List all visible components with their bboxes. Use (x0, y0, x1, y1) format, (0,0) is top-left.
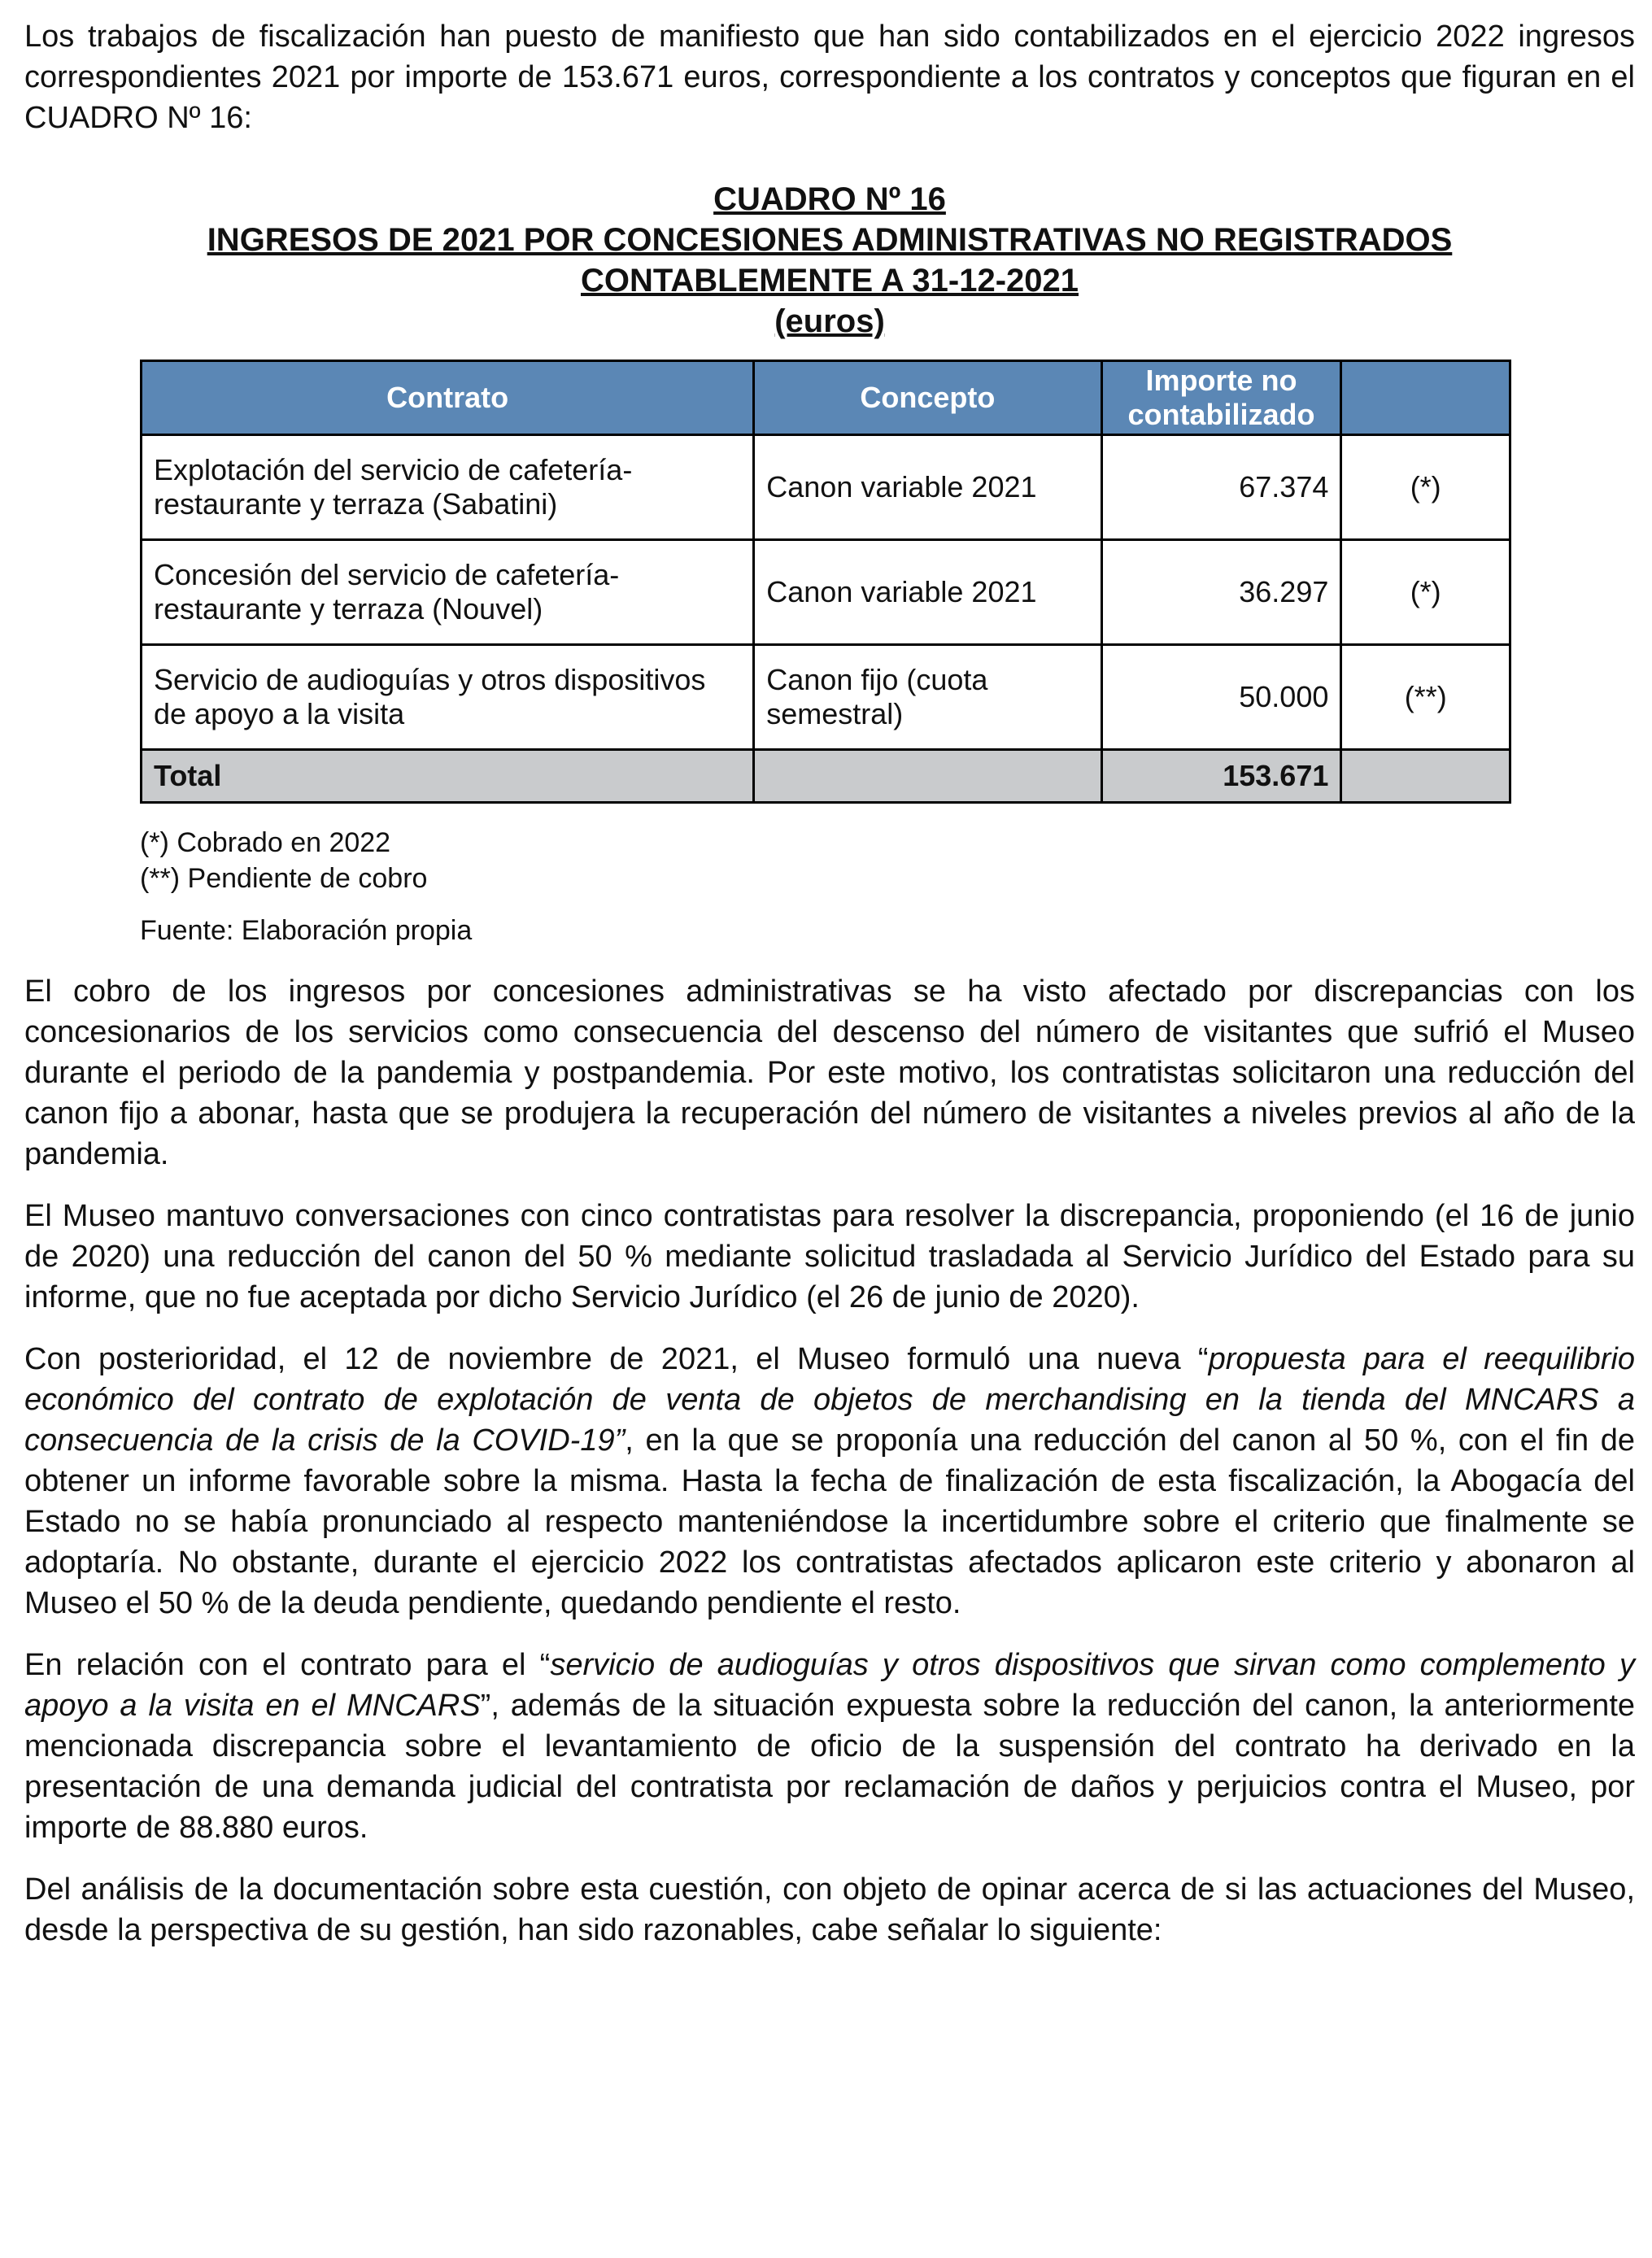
intro-paragraph: Los trabajos de fiscalización han puesto de manifiesto que han sido contabilizados en el ejercicio 2022 ingresos correspondientes 2021 por importe de 153.671 euros, correspondiente a los contratos y conceptos que figuran en el CUADRO Nº 16: (24, 20, 1635, 135)
paragraph-4-quote: servicio de audioguías y otros dispositivos que sirvan como complemento y apoyo a la visita en el MNCARS (24, 1648, 1635, 1723)
paragraph-3-part-a: Con posterioridad, el 12 de noviembre de 2021, el Museo formuló una nueva “ (24, 1342, 1209, 1376)
table-notes (140, 825, 1635, 896)
paragraph-5: Del análisis de la documentación sobre esta cuestión, con objeto de opinar acerca de si las actuaciones del Museo, desde la perspectiva de su gestión, han sido razonables, cabe señalar lo siguiente: (24, 1872, 1635, 1947)
paragraph-4 (24, 1645, 1635, 1848)
cell-contrato: Explotación del servicio de cafetería-restaurante y terraza (Sabatini) (142, 435, 754, 540)
cell-concepto: Canon fijo (cuota semestral) (754, 645, 1101, 750)
table-title (24, 179, 1635, 342)
cell-nota: (**) (1341, 645, 1510, 750)
note-pendiente: (**) Pendiente de cobro (140, 863, 428, 894)
total-concepto-empty (754, 750, 1101, 803)
cell-importe: 50.000 (1101, 645, 1341, 750)
cell-nota: (*) (1341, 540, 1510, 645)
table-row (142, 645, 1510, 750)
header-contrato: Contrato (142, 361, 754, 435)
cell-importe: 67.374 (1101, 435, 1341, 540)
cell-contrato: Servicio de audioguías y otros dispositivos de apoyo a la visita (142, 645, 754, 750)
table-title-line-2: INGRESOS DE 2021 POR CONCESIONES ADMINISTRATIVAS NO REGISTRADOS (207, 222, 1453, 258)
table-title-line-4: (euros) (774, 303, 885, 339)
document-page (24, 16, 1635, 1951)
paragraph-4-part-c: ”, además de la situación expuesta sobre la reducción del canon, la anteriormente mencionada discrepancia sobre el levantamiento de oficio de la suspensión del contrato ha derivado en la presentación de una demanda judicial del contratista por reclamación de daños y perjuicios contra el Museo, por importe de 88.880 euros. (24, 1689, 1636, 1845)
cell-concepto: Canon variable 2021 (754, 540, 1101, 645)
total-importe: 153.671 (1101, 750, 1341, 803)
paragraph-3-quote: propuesta para el reequilibrio económico del contrato de explotación de venta de objetos de merchandising en la tienda del MNCARS a consecuencia de la crisis de la COVID-19” (24, 1342, 1635, 1458)
paragraph-4-part-a: En relación con el contrato para el “ (24, 1648, 551, 1682)
paragraph-3-part-c: , en la que se proponía una reducción del canon al 50 %, con el fin de obtener un informe favorable sobre la misma. Hasta la fecha de finalización de esta fiscalización, la Abogacía del Estado no se había pronunciado al respecto manteniéndose la incertidumbre sobre el criterio que finalmente se adoptaría. No obstante, durante el ejercicio 2022 los contratistas afectados aplicaron este criterio y abonaron al Museo el 50 % de la deuda pendiente, quedando pendiente el resto. (24, 1423, 1635, 1620)
total-label: Total (142, 750, 754, 803)
total-nota-empty (1341, 750, 1510, 803)
table-total-row (142, 750, 1510, 803)
table-row (142, 435, 1510, 540)
note-cobrado: (*) Cobrado en 2022 (140, 827, 391, 858)
cuadro-16-table (140, 360, 1511, 804)
table-header-row (142, 361, 1510, 435)
paragraph-3 (24, 1339, 1635, 1624)
table-title-line-3: CONTABLEMENTE A 31-12-2021 (581, 263, 1079, 299)
table-row (142, 540, 1510, 645)
paragraph-1: El cobro de los ingresos por concesiones administrativas se ha visto afectado por discrepancias con los concesionarios de los servicios como consecuencia del descenso del número de visitantes que sufrió el Museo durante el periodo de la pandemia y postpandemia. Por este motivo, los contratistas solicitaron una reducción del canon fijo a abonar, hasta que se produjera la recuperación del número de visitantes a niveles previos al año de la pandemia. (24, 974, 1635, 1171)
cell-importe: 36.297 (1101, 540, 1341, 645)
cell-nota: (*) (1341, 435, 1510, 540)
header-concepto: Concepto (754, 361, 1101, 435)
paragraph-2: El Museo mantuvo conversaciones con cinco contratistas para resolver la discrepancia, proponiendo (el 16 de junio de 2020) una reducción del canon del 50 % mediante solicitud trasladada al Servicio Jurídico del Estado para su informe, que no fue aceptada por dicho Servicio Jurídico (el 26 de junio de 2020). (24, 1199, 1635, 1314)
source-note: Fuente: Elaboración propia (140, 915, 473, 946)
cell-contrato: Concesión del servicio de cafetería-restaurante y terraza (Nouvel) (142, 540, 754, 645)
header-importe: Importe no contabilizado (1101, 361, 1341, 435)
cell-concepto: Canon variable 2021 (754, 435, 1101, 540)
table-title-line-1: CUADRO Nº 16 (713, 181, 946, 217)
header-nota (1341, 361, 1510, 435)
